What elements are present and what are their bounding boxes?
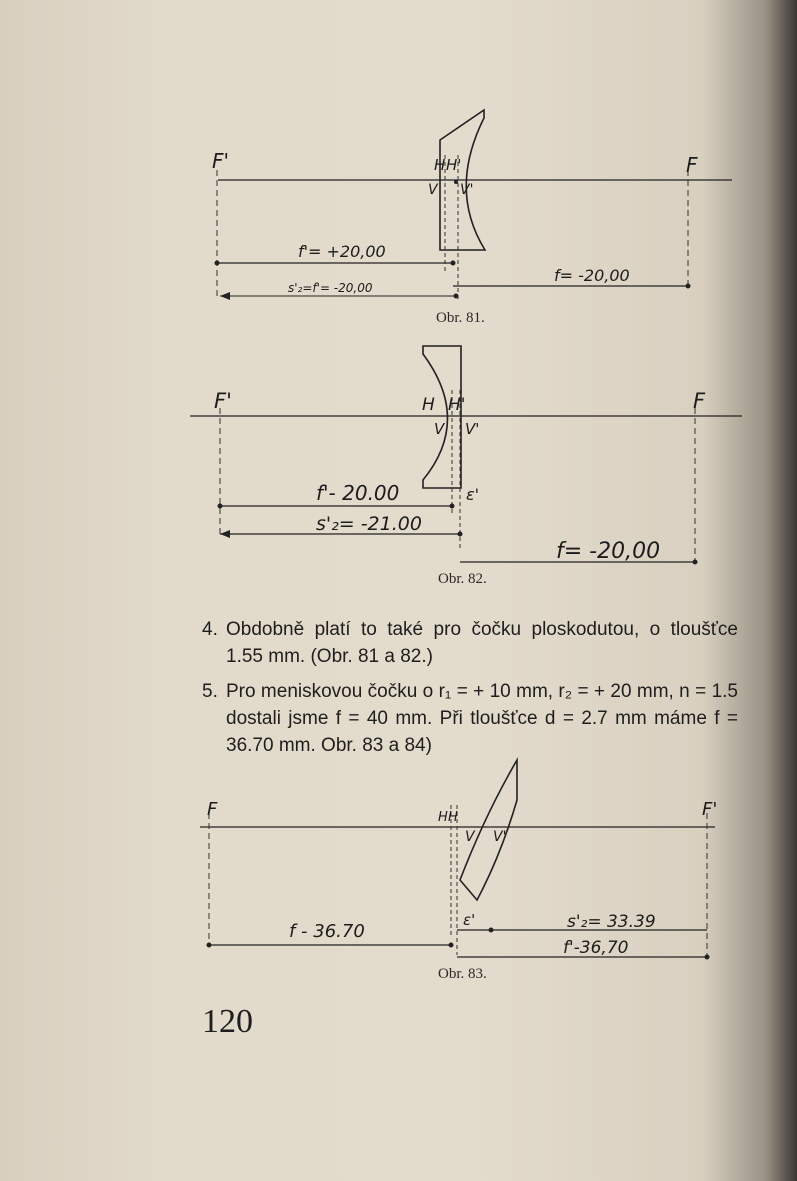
figure-83-drawing xyxy=(195,755,735,975)
figure-82-caption: Obr. 82. xyxy=(438,571,487,587)
label-f-prime: F' xyxy=(214,389,232,413)
label-h-prime: H xyxy=(448,810,458,825)
vertex-dot xyxy=(454,180,458,184)
dim-dot xyxy=(449,943,454,948)
figure-82 xyxy=(190,340,750,580)
label-h-prime: H' xyxy=(446,156,462,174)
label-f-value: f - 36.70 xyxy=(289,921,365,942)
dim-dot xyxy=(215,261,220,266)
figure-81-drawing xyxy=(190,100,750,340)
dim-dot xyxy=(489,928,494,933)
label-v: V xyxy=(434,420,445,438)
figure-83 xyxy=(195,755,735,975)
label-v-prime: V' xyxy=(465,420,480,438)
label-s2-prime-value: s'₂=f'= -20,00 xyxy=(288,281,373,295)
label-f-prime-value: f'-36,70 xyxy=(563,938,629,958)
label-f-value: f= -20,00 xyxy=(554,266,630,285)
label-v: V xyxy=(465,829,475,845)
label-s2-prime-value: s'₂= -21.00 xyxy=(316,513,422,535)
figure-82-drawing xyxy=(190,340,750,580)
dim-dot xyxy=(693,560,698,565)
dim-dot xyxy=(705,955,710,960)
dim-dot xyxy=(451,261,456,266)
figure-83-caption: Obr. 83. xyxy=(438,966,487,982)
label-f: F xyxy=(693,389,706,413)
label-h-prime: H' xyxy=(448,395,466,415)
label-h: H xyxy=(422,395,435,415)
label-f-prime: F' xyxy=(702,799,718,820)
label-f-prime-value: f'- 20.00 xyxy=(316,481,400,505)
dim-dot xyxy=(686,284,691,289)
list-item xyxy=(202,616,738,672)
label-f-value: f= -20,00 xyxy=(556,539,661,564)
page-number: 120 xyxy=(202,1003,253,1040)
item-text: Obdobně platí to také pro čočku ploskodutou, o tloušťce 1.55 mm. (Obr. 81 a 82.) xyxy=(226,619,738,667)
lens-shape xyxy=(423,346,461,488)
item-number: 5. xyxy=(202,681,218,702)
dim-dot xyxy=(458,532,463,537)
label-epsilon: ε' xyxy=(463,911,476,929)
arrow-head xyxy=(220,292,230,300)
label-epsilon: ε' xyxy=(466,485,480,504)
list-item xyxy=(202,678,738,762)
label-s2-prime-value: s'₂= 33.39 xyxy=(567,912,656,932)
label-h: H xyxy=(438,810,448,825)
label-f-prime: F' xyxy=(212,149,230,173)
arrow-head xyxy=(220,530,230,538)
label-v-prime: V' xyxy=(493,829,507,845)
label-f: F xyxy=(207,799,218,820)
figure-81 xyxy=(190,100,750,340)
dim-dot xyxy=(450,504,455,509)
label-v-prime: V' xyxy=(460,182,474,198)
label-h: H xyxy=(434,156,446,174)
label-f: F xyxy=(686,153,698,177)
label-f-prime-value: f'= +20,00 xyxy=(298,242,386,261)
dim-dot xyxy=(218,504,223,509)
dim-dot xyxy=(454,294,459,299)
item-number: 4. xyxy=(202,619,218,640)
dim-dot xyxy=(207,943,212,948)
item-text: Pro meniskovou čočku o r₁ = + 10 mm, r₂ = + 20 mm, n = 1.5 dostali jsme f = 40 mm. Při tloušťce d = 2.7 mm máme f = 36.70 mm. Obr. 83 a 84) xyxy=(226,681,738,756)
label-v: V xyxy=(428,182,438,198)
figure-81-caption: Obr. 81. xyxy=(436,310,485,326)
